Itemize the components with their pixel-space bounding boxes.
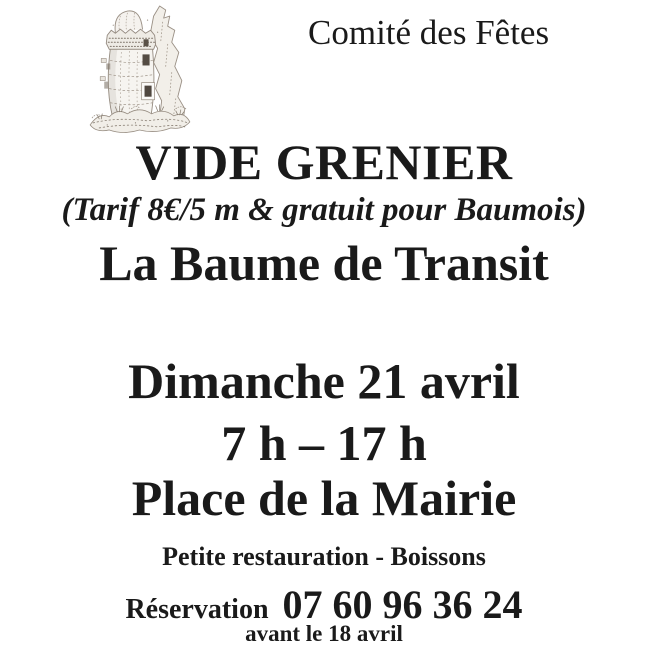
reservation-deadline: avant le 18 avril (245, 621, 403, 646)
village-name: La Baume de Transit (99, 235, 549, 291)
event-title: VIDE GRENIER (135, 134, 513, 190)
reservation-phone-number: 07 60 96 36 24 (282, 582, 523, 627)
organizer-name: Comité des Fêtes (308, 13, 550, 52)
tariff-note: (Tarif 8€/5 m & gratuit pour Baumois) (61, 192, 587, 228)
event-date: Dimanche 21 avril (128, 353, 520, 409)
refreshments-note: Petite restauration - Boissons (162, 542, 486, 571)
ruined-tower-illustration (86, 2, 194, 136)
event-hours: 7 h – 17 h (221, 415, 427, 471)
reservation-label: Réservation (125, 594, 269, 625)
event-venue: Place de la Mairie (131, 470, 517, 526)
